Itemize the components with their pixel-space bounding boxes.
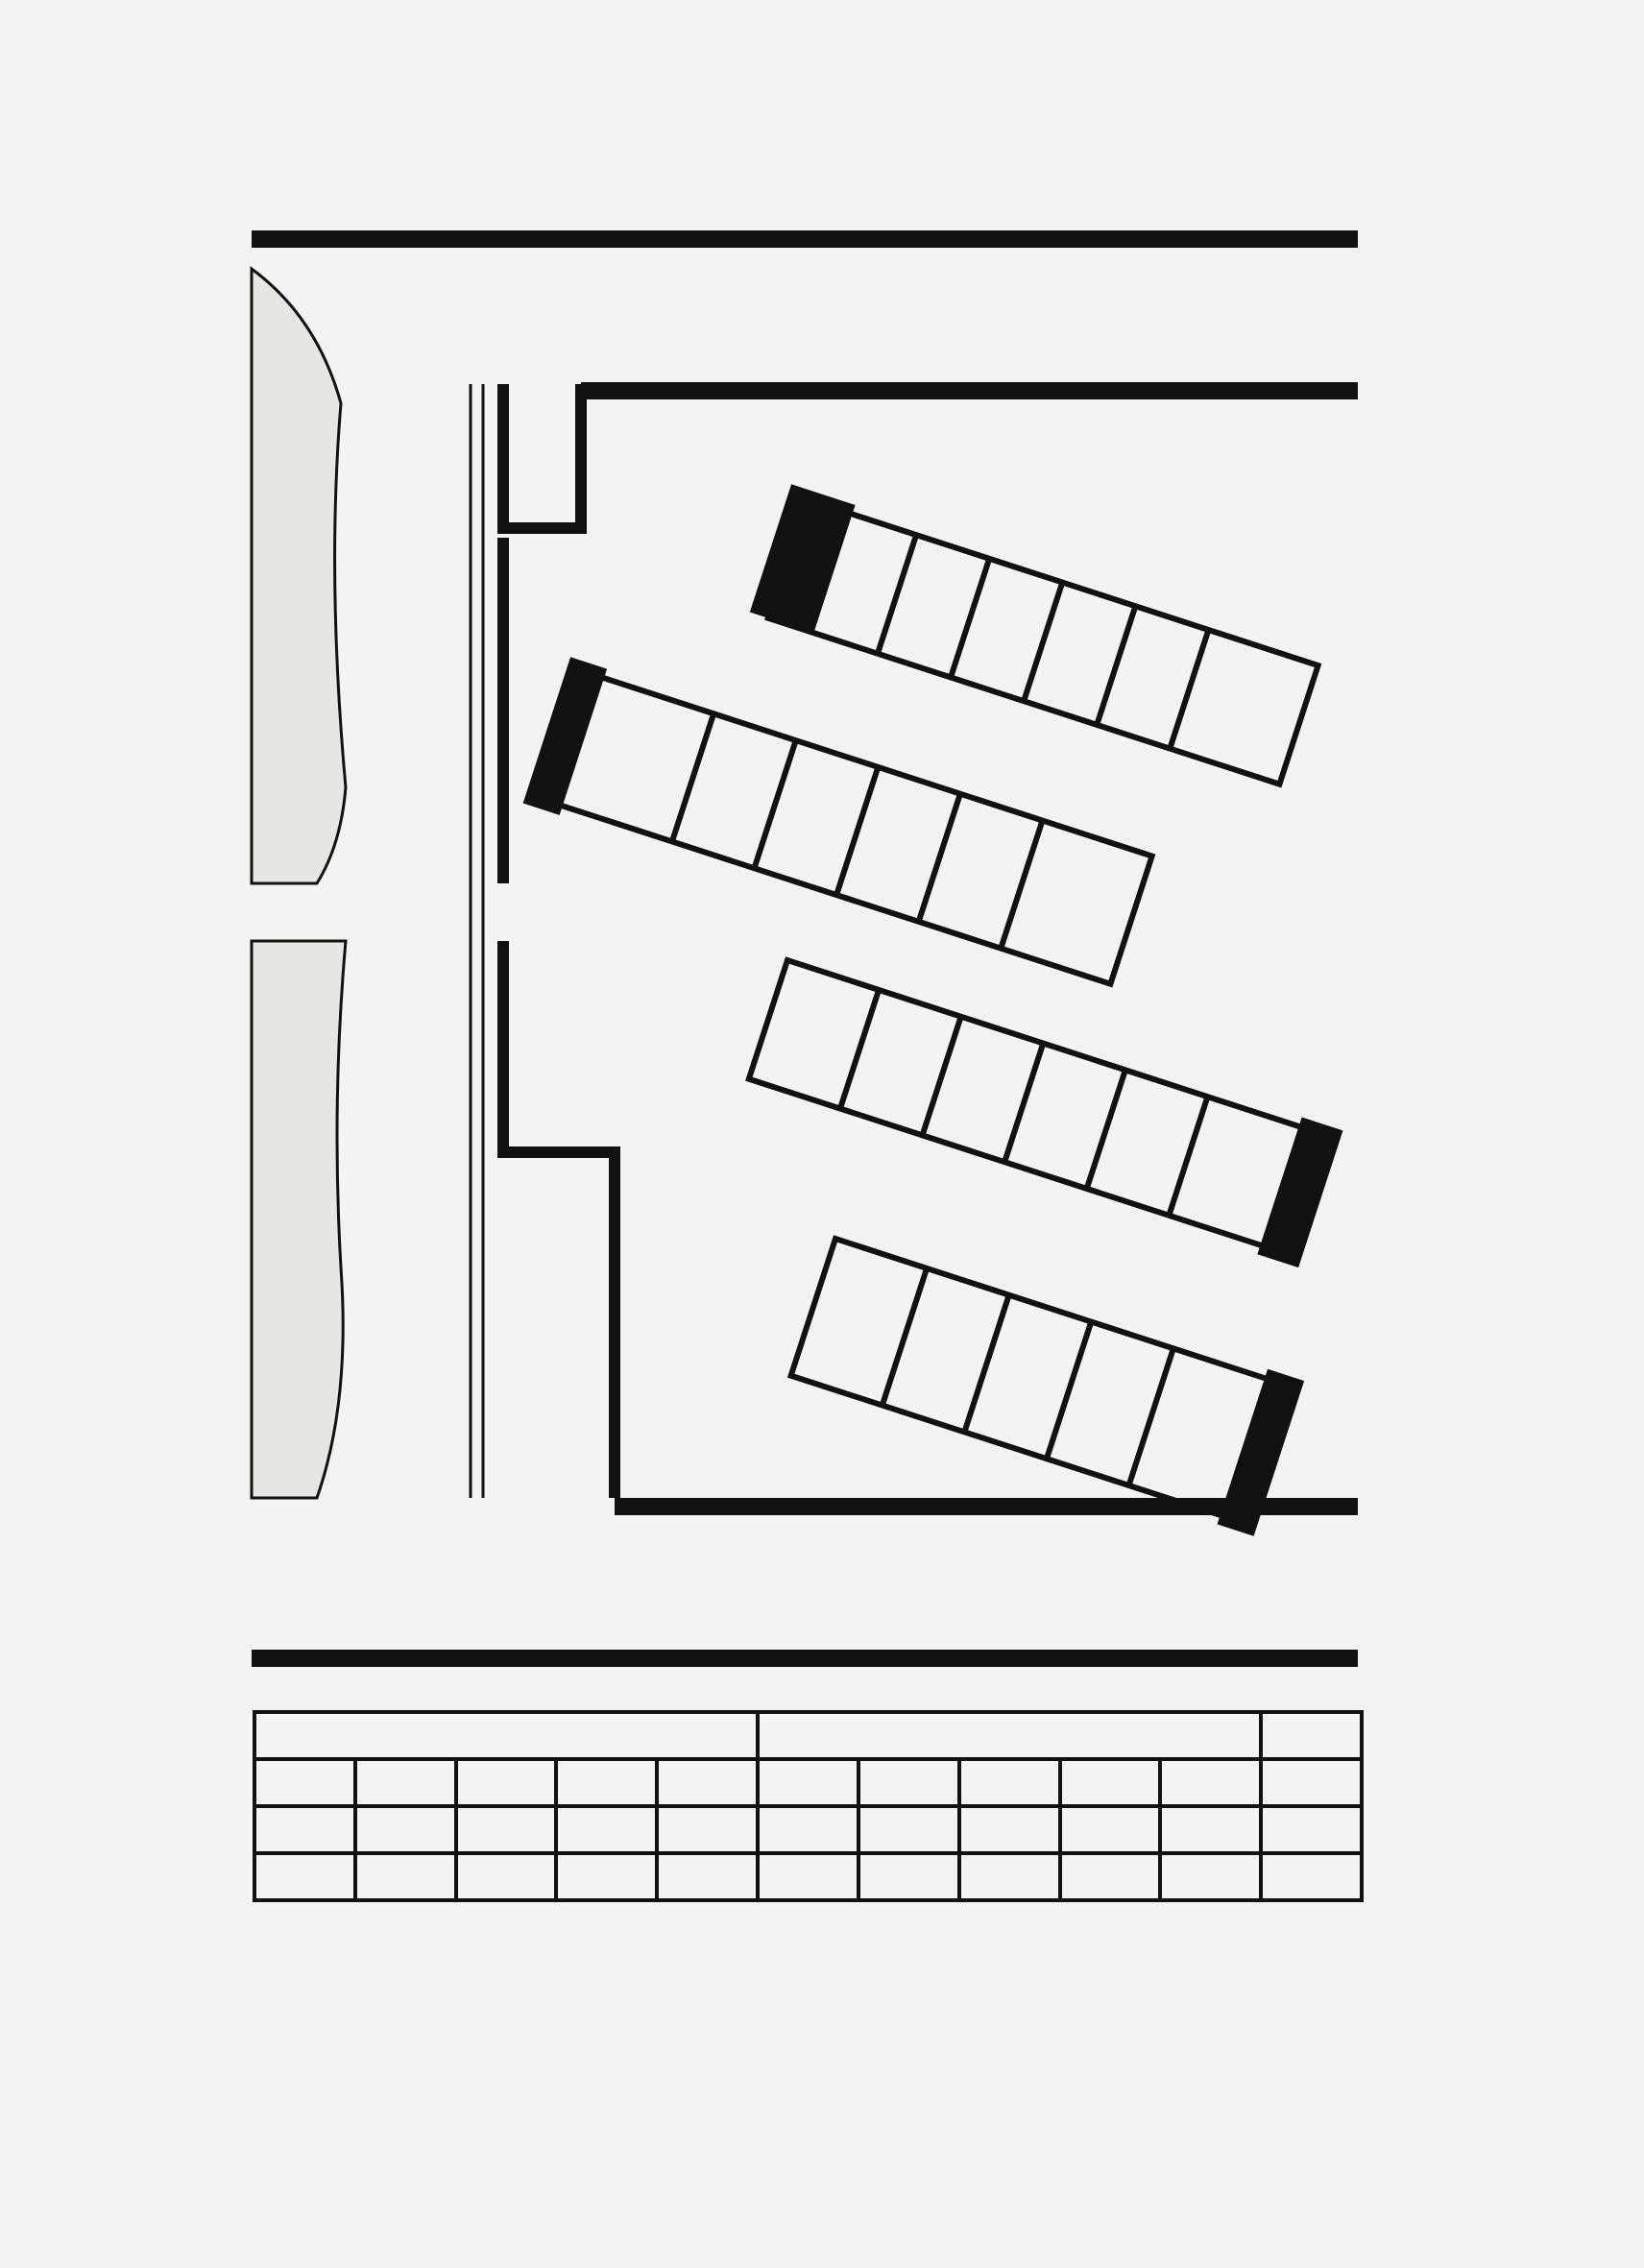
section-view-4 [788,1229,1305,1535]
table-cell [355,1806,456,1853]
column-header [1261,1759,1362,1806]
table-cell [1060,1806,1161,1853]
column-header [254,1759,355,1806]
top-drift [252,230,1358,399]
table-cell [456,1853,557,1900]
table-cell [858,1853,959,1900]
group-header [254,1712,758,1759]
table-cell [758,1853,858,1900]
group-header [758,1712,1261,1759]
table-group-row [254,1712,1362,1759]
column-header [758,1759,858,1806]
table-cell [858,1806,959,1853]
table-cell [1160,1806,1261,1853]
section-view-1 [750,484,1321,784]
table-cell [657,1853,758,1900]
table-cell [254,1853,355,1900]
section-view-3 [746,951,1343,1267]
table-cell [1261,1806,1362,1853]
column-header [1160,1759,1261,1806]
table-header-row [254,1759,1362,1806]
table-cell [556,1806,657,1853]
column-header [355,1759,456,1806]
section-view-2 [523,657,1155,993]
table-cell [556,1853,657,1900]
column-header [858,1759,959,1806]
face-line [503,384,615,1498]
table-cell [355,1853,456,1900]
table-cell [456,1806,557,1853]
column-header [456,1759,557,1806]
column-header [1060,1759,1161,1806]
table-row [254,1806,1362,1853]
table-cell [959,1806,1060,1853]
gob-rubble-lower [252,941,346,1498]
table-cell [959,1853,1060,1900]
column-header [556,1759,657,1806]
parameters-table [253,1710,1364,1902]
table-cell [758,1806,858,1853]
table-cell [1261,1853,1362,1900]
group-header [1261,1712,1362,1759]
bottom-drift [252,1498,1358,1667]
column-header [959,1759,1060,1806]
column-header [657,1759,758,1806]
table-cell [1160,1853,1261,1900]
table-cell [1060,1853,1161,1900]
table-cell [657,1806,758,1853]
table-cell [254,1806,355,1853]
table-row [254,1853,1362,1900]
